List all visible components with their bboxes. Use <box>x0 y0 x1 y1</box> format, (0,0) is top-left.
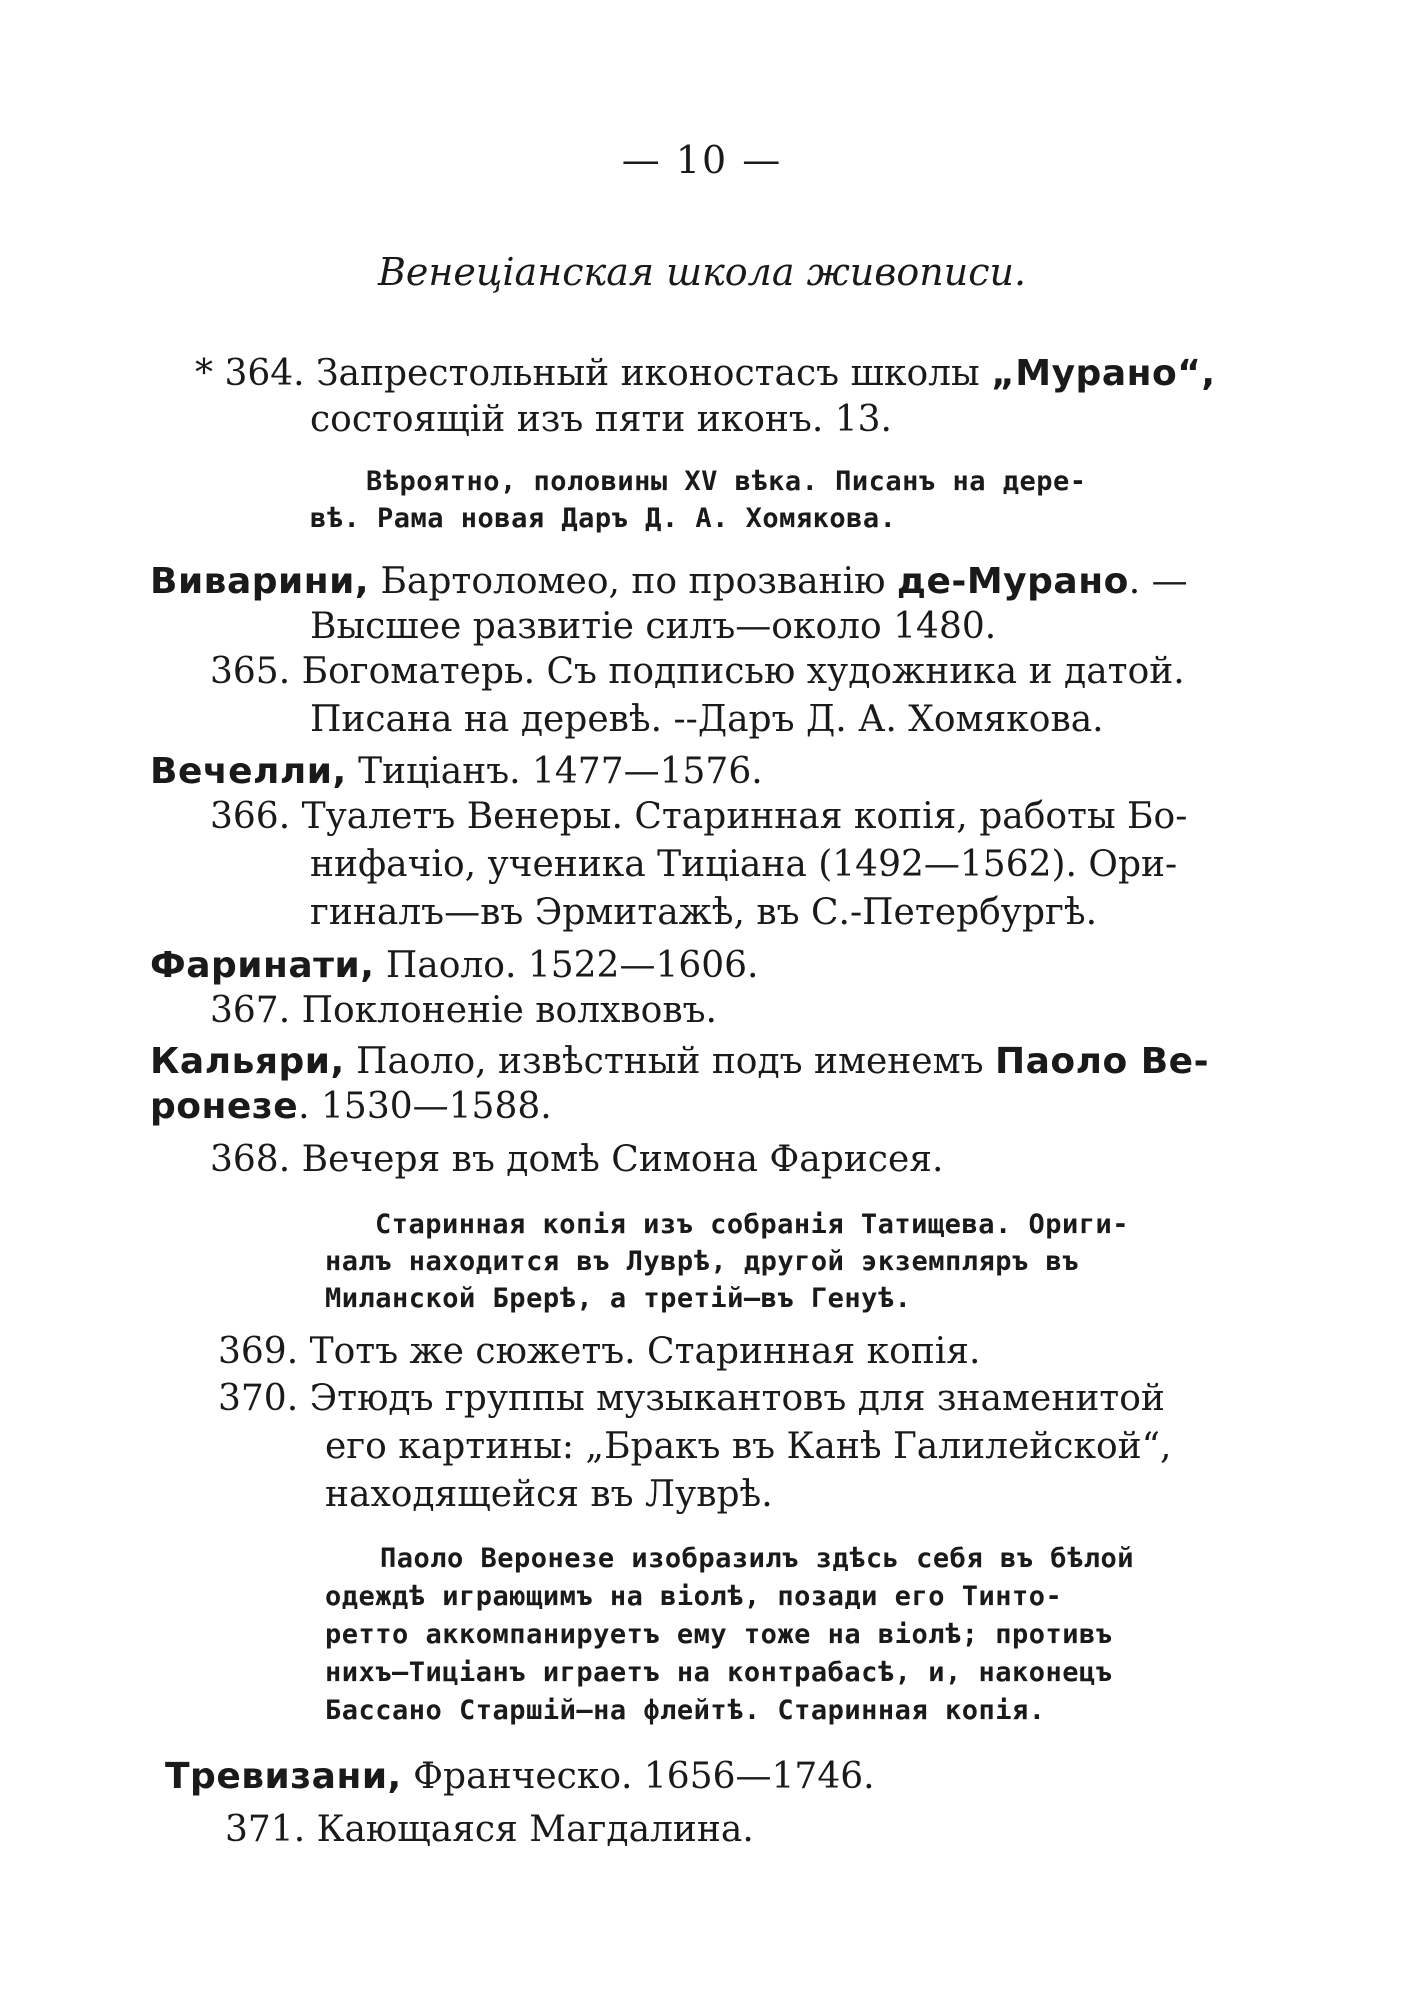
entry-370-note-3: ретто аккомпанируетъ ему тоже на віолѣ; противъ <box>325 1619 1113 1650</box>
entry-368-number: 368. <box>210 1139 291 1180</box>
artist-vivarini-line-2: Высшее развитіе силъ—около 1480. <box>310 606 997 647</box>
entry-364-note-2: вѣ. Рама новая Даръ Д. А. Хомякова. <box>310 503 897 534</box>
artist-caliari-alias-end: ронезе <box>150 1086 299 1127</box>
entry-366-line-2: нифачіо, ученика Тиціана (1492—1562). Ори- <box>310 844 1178 885</box>
artist-farinati-name: Фаринати, <box>150 945 375 986</box>
artist-caliari-line-2 <box>150 1085 552 1129</box>
artist-caliari-dates: . 1530—1588. <box>298 1086 552 1127</box>
entry-364-line-2: состоящій изъ пяти иконъ. 13. <box>310 399 892 440</box>
artist-caliari-line-1 <box>150 1040 1209 1084</box>
artist-vivarini-dash: . — <box>1128 561 1188 602</box>
entry-368-note-2: налъ находится въ Луврѣ, другой экземпляръ въ <box>325 1246 1079 1277</box>
artist-caliari-info: Паоло, извѣстный подъ именемъ <box>344 1041 995 1082</box>
artist-farinati-info: Паоло. 1522—1606. <box>374 945 759 986</box>
entry-370-note-2: одеждѣ играющимъ на віолѣ, позади его Тинто- <box>325 1581 1063 1612</box>
artist-vivarini-name: Виварини, <box>150 561 370 602</box>
entry-368-line-1 <box>210 1138 943 1182</box>
artist-vecelli-line <box>150 750 763 794</box>
entry-366-title: Туалетъ Венеры. Старинная копія, работы Бо- <box>301 796 1188 837</box>
artist-vivarini-info: Бартоломео, по прозванію <box>369 561 897 602</box>
entry-370-line-2: его картины: „Бракъ въ Канѣ Галилейской“, <box>325 1426 1172 1467</box>
entry-365-title: Богоматерь. Съ подписью художника и датой. <box>301 651 1185 692</box>
entry-370-note-5: Бассано Старшій—на флейтѣ. Старинная копія. <box>325 1695 1046 1726</box>
artist-vecelli-name: Вечелли, <box>150 751 347 792</box>
entry-364-school: „Мурано“, <box>991 353 1216 394</box>
artist-caliari-name: Кальяри, <box>150 1041 345 1082</box>
artist-trevisani-info: Франческо. 1656—1746. <box>401 1756 875 1797</box>
entry-367-number: 367. <box>210 990 291 1031</box>
entry-370-title: Этюдъ группы музыкантовъ для знаменитой <box>309 1378 1165 1419</box>
entry-364-line-1 <box>195 352 1216 396</box>
entry-364-number: * 364. <box>195 353 305 394</box>
entry-366-line-1 <box>210 795 1187 839</box>
artist-trevisani-name: Тревизани, <box>165 1756 402 1797</box>
entry-364-note-1: Вѣроятно, половины XV вѣка. Писанъ на дере- <box>366 466 1087 497</box>
section-title: Венеціанская школа живописи. <box>377 250 1027 294</box>
entry-370-note-4: нихъ—Тиціанъ играетъ на контрабасѣ, и, наконецъ <box>325 1657 1113 1688</box>
artist-vecelli-info: Тиціанъ. 1477—1576. <box>346 751 763 792</box>
entry-366-line-3: гиналъ—въ Эрмитажѣ, въ С.-Петербургѣ. <box>310 892 1098 933</box>
entry-365-line-1 <box>210 650 1185 694</box>
page-number: — 10 — <box>621 138 783 182</box>
entry-365-number: 365. <box>210 651 291 692</box>
artist-caliari-alias: Паоло Ве- <box>994 1041 1210 1082</box>
entry-367-title: Поклоненіе волхвовъ. <box>301 990 717 1031</box>
entry-370-line-1 <box>218 1377 1165 1421</box>
artist-trevisani-line <box>165 1755 875 1799</box>
entry-369-number: 369. <box>218 1331 299 1372</box>
entry-370-line-3: находящейся въ Луврѣ. <box>325 1474 773 1515</box>
entry-366-number: 366. <box>210 796 291 837</box>
artist-vivarini-nickname: де-Мурано <box>896 561 1129 602</box>
entry-368-note-3: Миланской Брерѣ, а третій—въ Генуѣ. <box>325 1283 912 1314</box>
entry-371-title: Кающаяся Магдалина. <box>316 1809 754 1850</box>
entry-364-title: Запрестольный иконостасъ школы <box>316 353 992 394</box>
entry-367-line-1 <box>210 989 717 1033</box>
artist-farinati-line <box>150 944 759 988</box>
entry-368-title: Вечеря въ домѣ Симона Фарисея. <box>301 1139 944 1180</box>
entry-369-line-1 <box>218 1330 980 1374</box>
entry-368-note-1: Старинная копія изъ собранія Татищева. Ориги- <box>375 1209 1129 1240</box>
entry-370-note-1: Паоло Веронезе изобразилъ здѣсь себя въ бѣлой <box>380 1543 1134 1574</box>
entry-370-number: 370. <box>218 1378 299 1419</box>
entry-371-line-1 <box>225 1808 754 1852</box>
artist-vivarini-line-1 <box>150 560 1188 604</box>
entry-371-number: 371. <box>225 1809 306 1850</box>
entry-365-line-2: Писана на деревѣ. --Даръ Д. А. Хомякова. <box>310 699 1104 740</box>
entry-369-title: Тотъ же сюжетъ. Старинная копія. <box>309 1331 981 1372</box>
